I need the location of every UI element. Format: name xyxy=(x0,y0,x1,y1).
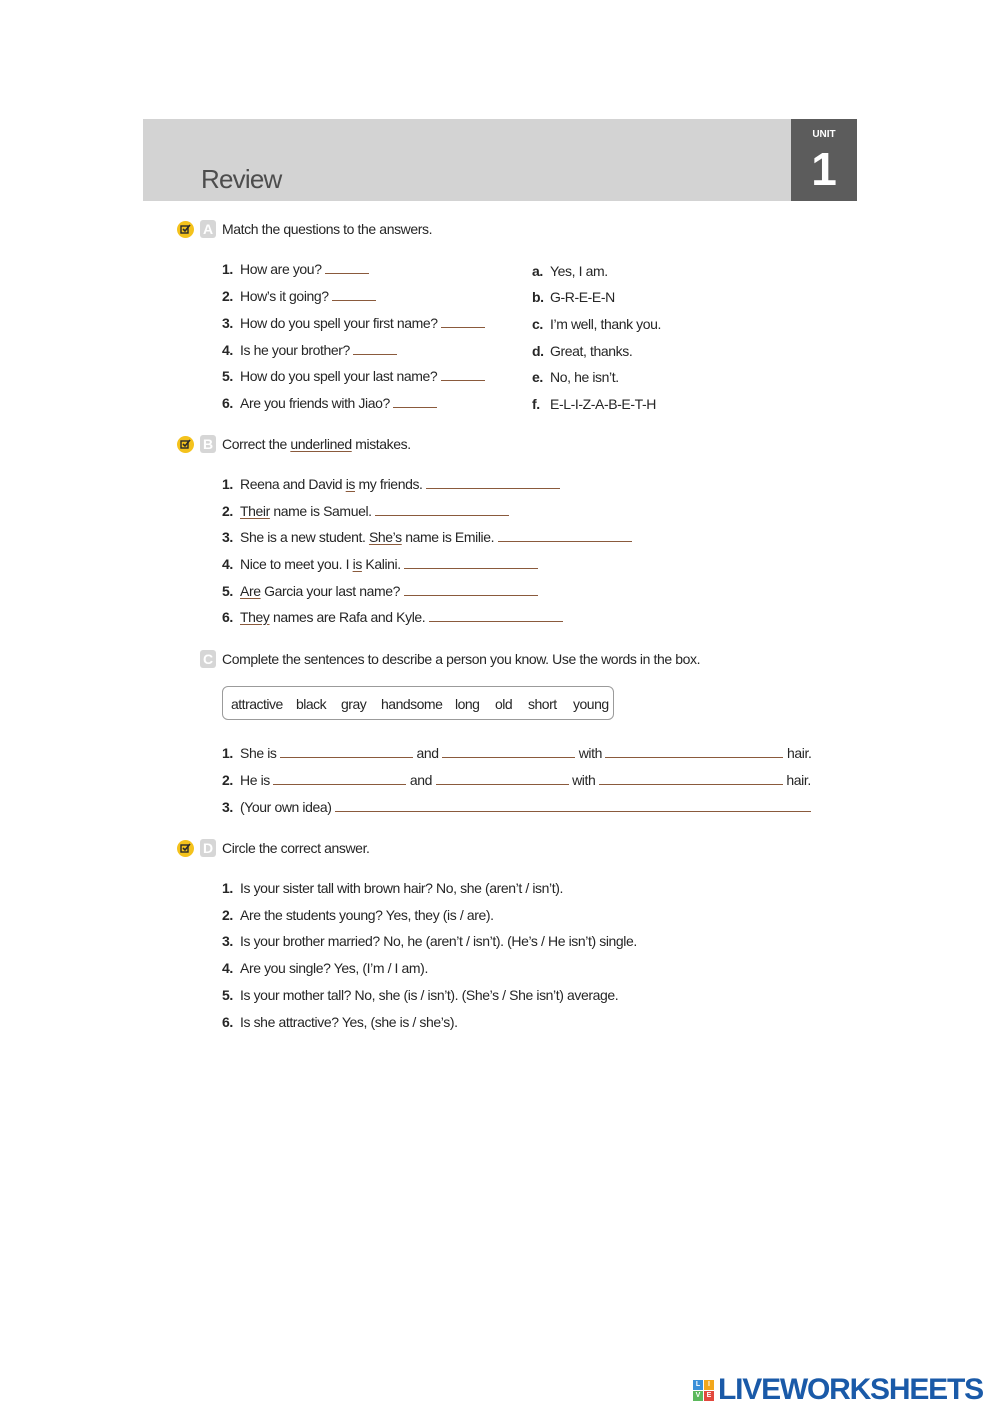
answer-blank[interactable] xyxy=(599,772,783,785)
question-item: 4. Is he your brother? xyxy=(222,341,397,359)
check-icon xyxy=(177,840,194,857)
answer-blank[interactable] xyxy=(273,772,406,785)
circle-item: 2. Are the students young? Yes, they (is / are). xyxy=(222,907,494,923)
word-chip: young xyxy=(573,696,609,712)
correction-item: 6. They names are Rafa and Kyle. xyxy=(222,608,563,626)
circle-item: 3. Is your brother married? No, he (aren’t / isn’t). (He’s / He isn’t) single. xyxy=(222,933,637,949)
word-box xyxy=(222,686,614,720)
answer-blank[interactable] xyxy=(280,745,413,758)
correction-item: 3. She is a new student. She’s name is Emilie. xyxy=(222,528,632,546)
answer-blank[interactable] xyxy=(429,609,563,622)
section-instruction: Match the questions to the answers. xyxy=(222,221,433,237)
answer-blank[interactable] xyxy=(426,476,560,489)
circle-item: 4. Are you single? Yes, (I’m / I am). xyxy=(222,960,428,976)
word-chip: black xyxy=(296,696,327,712)
section-letter: D xyxy=(200,839,216,857)
section-b-heading xyxy=(177,435,577,457)
circle-item: 5. Is your mother tall? No, she (is / isn’t). (She’s / She isn’t) average. xyxy=(222,987,619,1003)
word-chip: long xyxy=(455,696,480,712)
answer-option: c. I’m well, thank you. xyxy=(532,316,662,332)
unit-number: 1 xyxy=(811,143,837,195)
section-letter: A xyxy=(200,220,216,238)
check-icon xyxy=(177,221,194,238)
answer-blank[interactable] xyxy=(498,529,632,542)
answer-option: d. Great, thanks. xyxy=(532,343,633,359)
check-icon xyxy=(177,436,194,453)
correction-item: 2. Their name is Samuel. xyxy=(222,502,509,520)
describe-line: 3. (Your own idea) xyxy=(222,798,811,816)
logo-grid-icon: L I V E xyxy=(693,1380,715,1402)
answer-blank[interactable] xyxy=(335,799,811,812)
answer-blank[interactable] xyxy=(605,745,783,758)
section-d-heading xyxy=(177,839,577,861)
question-item: 6. Are you friends with Jiao? xyxy=(222,394,437,412)
circle-item: 6. Is she attractive? Yes, (she is / she’s). xyxy=(222,1014,458,1030)
word-chip: handsome xyxy=(381,696,443,712)
logo-text: LIVEWORKSHEETS xyxy=(718,1373,983,1406)
answer-blank[interactable] xyxy=(353,342,397,355)
page-title: Review xyxy=(201,164,282,194)
word-chip: attractive xyxy=(231,696,283,712)
word-chip: gray xyxy=(341,696,367,712)
question-item: 3. How do you spell your first name? xyxy=(222,314,485,332)
unit-badge xyxy=(791,119,857,201)
word-chip: short xyxy=(528,696,557,712)
answer-blank[interactable] xyxy=(441,368,485,381)
section-instruction: Circle the correct answer. xyxy=(222,840,370,856)
correction-item: 5. Are Garcia your last name? xyxy=(222,582,538,600)
circle-item: 1. Is your sister tall with brown hair? No, she (aren’t / isn’t). xyxy=(222,880,563,896)
answer-blank[interactable] xyxy=(325,261,369,274)
section-instruction: Correct the underlined mistakes. xyxy=(222,436,411,452)
answer-option: e. No, he isn’t. xyxy=(532,369,619,385)
section-a-heading xyxy=(177,220,577,242)
describe-line: 1. She is and with hair. xyxy=(222,745,812,761)
correction-item: 1. Reena and David is my friends. xyxy=(222,475,560,493)
question-item: 2. How’s it going? xyxy=(222,287,376,305)
answer-blank[interactable] xyxy=(393,395,437,408)
answer-option: a. Yes, I am. xyxy=(532,263,608,279)
answer-option: b. G-R-E-E-N xyxy=(532,289,615,305)
describe-line: 2. He is and with hair. xyxy=(222,772,811,788)
correction-item: 4. Nice to meet you. I is Kalini. xyxy=(222,555,538,573)
answer-blank[interactable] xyxy=(332,288,376,301)
section-c-heading xyxy=(177,650,737,672)
answer-blank[interactable] xyxy=(404,556,538,569)
answer-blank[interactable] xyxy=(404,583,538,596)
question-item: 5. How do you spell your last name? xyxy=(222,367,485,385)
section-instruction: Complete the sentences to describe a person you know. Use the words in the box. xyxy=(222,651,701,667)
answer-blank[interactable] xyxy=(375,503,509,516)
section-letter: C xyxy=(200,650,216,668)
answer-blank[interactable] xyxy=(441,315,485,328)
answer-option: f. E-L-I-Z-A-B-E-T-H xyxy=(532,396,656,412)
question-item: 1. How are you? xyxy=(222,260,369,278)
word-chip: old xyxy=(495,696,513,712)
section-letter: B xyxy=(200,435,216,453)
unit-label: UNIT xyxy=(812,129,836,140)
answer-blank[interactable] xyxy=(442,745,575,758)
answer-blank[interactable] xyxy=(436,772,569,785)
